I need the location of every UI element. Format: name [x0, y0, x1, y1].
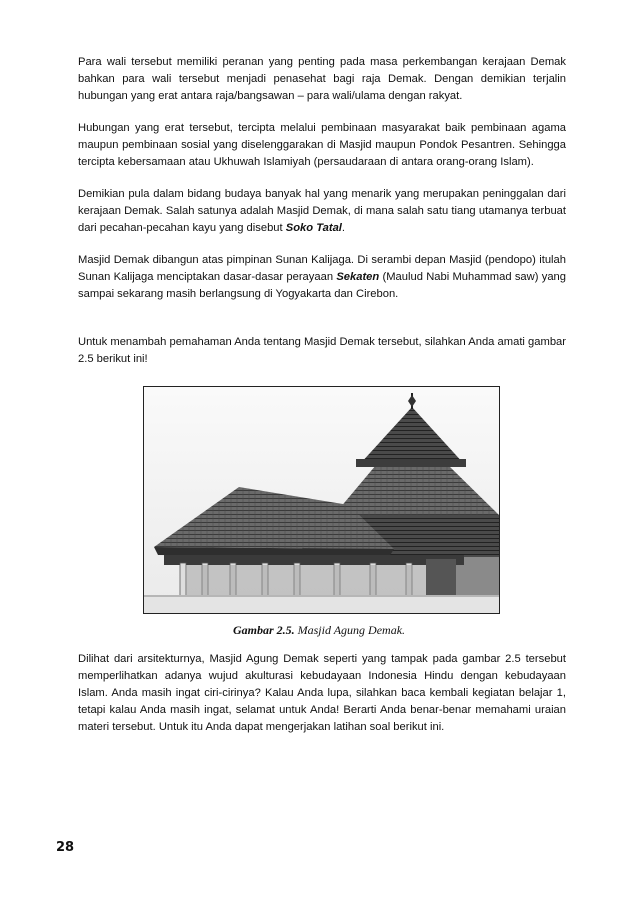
caption-label: Gambar 2.5. [232, 623, 295, 637]
paragraph-text: Demikian pula dalam bidang budaya banyak hal yang menarik yang merupakan peninggalan dari kerajaan Demak. Salah satunya adalah Masjid Demak, di mana salah satu tiang utamanya terbuat dari pecahan-pecahan kayu yang disebut [78, 188, 566, 234]
caption-text: Masjid Agung Demak. [297, 623, 406, 637]
mosque-photo [143, 386, 500, 614]
paragraph-text: (Maulud Nabi Muhammad saw) yang sampai sekarang masih berlangsung di Yogyakarta dan Cirebon. [78, 271, 566, 300]
paragraph-soko-tatal [78, 186, 566, 237]
page-number: 28 [56, 840, 75, 855]
paragraph-wali-role: Para wali tersebut memiliki peranan yang penting pada masa perkembangan kerajaan Demak bahkan para wali tersebut menjadi penasehat bagi raja Demak. Dengan demikian terjalin hubungan yang erat antara raja/bangsawan – para wali/ulama dengan rakyat. [78, 56, 566, 102]
paragraph-sekaten [78, 252, 566, 303]
figure-caption [0, 623, 638, 638]
paragraph-ukhuwah: Hubungan yang erat tersebut, tercipta melalui pembinaan masyarakat baik pembinaan agama maupun pembinaan sosial yang diselenggarakan di Masjid maupun Pondok Pesantren. Sehingga tercipta kebersamaan atau Ukhuwah Islamiyah (persaudaraan di antara orang-orang Islam). [78, 122, 566, 168]
paragraph-architecture: Dilihat dari arsitekturnya, Masjid Agung Demak seperti yang tampak pada gambar 2.5 tersebut memperlihatkan adanya wujud akulturasi kebudayaan Indonesia Hindu dengan kebudayaan Islam. Anda masih ingat ciri-cirinya? Kalau Anda lupa, silahkan baca kembali kegiatan belajar 1, tetapi kalau Anda masih ingat, selamat untuk Anda! Berarti Anda benar-benar memahami uraian materi tersebut. Untuk itu Anda dapat mengerjakan latihan soal berikut ini. [78, 653, 566, 733]
term-sekaten: Sekaten [336, 271, 380, 283]
term-soko-tatal: Soko Tatal [285, 222, 342, 234]
paragraph-figure-intro: Untuk menambah pemahaman Anda tentang Masjid Demak tersebut, silahkan Anda amati gambar 2.5 berikut ini! [78, 336, 566, 365]
paragraph-text: Masjid Demak dibangun atas pimpinan Sunan Kalijaga. Di serambi depan Masjid (pendopo) itulah Sunan Kalijaga menciptakan dasar-dasar perayaan [78, 254, 566, 283]
paragraph-text: . [341, 222, 346, 234]
